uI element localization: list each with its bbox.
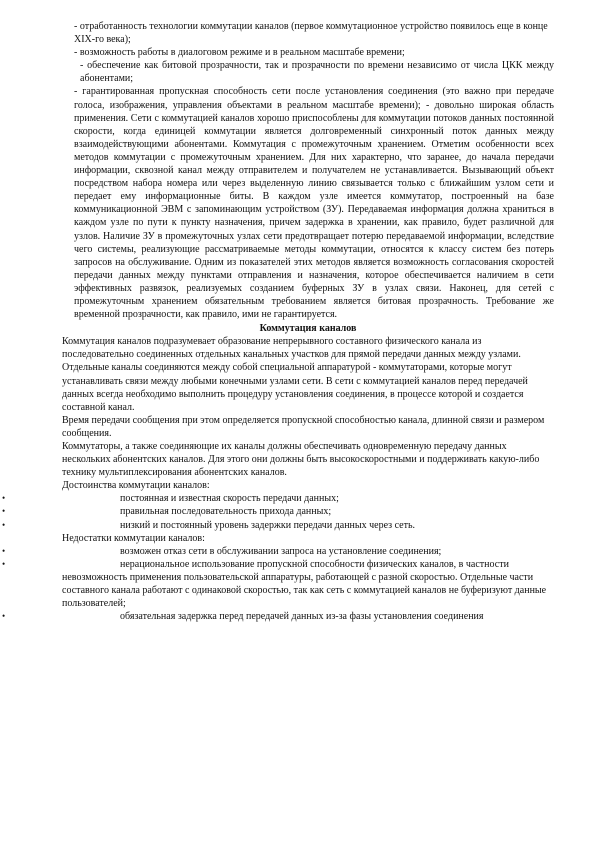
advantage-item (2, 505, 554, 518)
advantage-text: постоянная и известная скорость передачи данных; (120, 493, 339, 505)
disadvantages-title: Недостатки коммутации каналов: (62, 532, 205, 544)
advantage-text: правильная последовательность прихода данных; (120, 506, 332, 518)
disadvantage-text: возможен отказ сети в обслуживании запроса на установление соединения; (120, 545, 442, 557)
body-paragraph-2: Время передачи сообщения при этом определяется пропускной способностью канала, длинной связи и размером сообщения. (62, 414, 545, 439)
disadvantage-item (2, 545, 554, 558)
section-heading: Коммутация каналов (259, 323, 357, 335)
disadvantage-item (2, 558, 554, 610)
bullet-icon: • (2, 545, 6, 556)
bullet-icon: • (2, 493, 6, 504)
intro-item-4: - гарантированная пропускная способность сети после установления соединения (это важно при передаче голоса, изображения, управления объектами в реальном масштабе времени); - довольно широкая область применения. Сети с коммутацией каналов хорошо приспособлены для коммутации потоков данных постоянной скорости, когда единицей коммутации является долговременный синхронный поток данных между взаимодействующими абонентами. Коммутация с промежуточным хранением. Отметим особенности всех методов коммутации с промежуточным хранением. Для них характерно, что заранее, до начала передачи информации, сквозной канал между отправителем и получателем не устанавливается. Вызывающий объект посредством набора номера или через выделенную линию связывается только с ближайшим узлом сети и передает ему информационные биты. В каждом узле имеется коммутатор, построенный на базе коммуникационной ЭВМ с запоминающим устройством (ЗУ). Передаваемая информация должна храниться в каждом узле по пути к пункту назначения, причем задержка в хранении, как правило, будет различной для узлов. Наличие ЗУ в промежуточных узлах сети предотвращает потерю передаваемой информации, вследствие чего системы, реализующие рассматриваемые методы коммутации, относятся к классу систем без потерь запросов на обслуживание. Одним из показателей этих методов является возможность согласования скоростей передачи данных между пунктами отправления и назначения, которое обеспечивается наличием в сети эффективных развязок, реализуемых созданием буферных ЗУ в узлах связи. Наконец, для сетей с промежуточным хранением обязательным требованием является битовая прозрачность. Требование же временной прозрачности, как правило, ими не гарантируется. (74, 86, 554, 321)
bullet-icon: • (2, 506, 6, 517)
body-paragraph-3: Коммутаторы, а также соединяющие их каналы должны обеспечивать одновременную передачу данных нескольких абонентских каналов. Для этого они должны быть высокоскоростными и поддерживать какую-либо технику мультиплексирования абонентских каналов. (62, 441, 540, 479)
bullet-icon: • (2, 558, 6, 569)
advantage-item (2, 519, 554, 532)
advantage-text: низкий и постоянный уровень задержки передачи данных через сеть. (120, 519, 416, 531)
bullet-icon: • (2, 611, 6, 622)
bullet-icon: • (2, 519, 6, 530)
body-paragraph-1: Коммутация каналов подразумевает образование непрерывного составного физического канала из последовательно соединенных отдельных канальных участков для прямой передачи данных между узлами. Отдельные каналы соединяются между собой специальной аппаратурой - коммутаторами, которые могут устанавливать связи между любыми конечными узлами сети. В сети с коммутацией каналов перед передачей данных всегда необходимо выполнить процедуру установления соединения, в процессе которой и создается составной канал. (62, 336, 528, 413)
advantages-title: Достоинства коммутации каналов: (62, 480, 210, 492)
intro-item-3: - обеспечение как битовой прозрачности, так и прозрачности по времени независимо от числа ЦКК между абонентами; (80, 60, 554, 85)
intro-item-2: - возможность работы в диалоговом режиме и в реальном масштабе времени; (74, 47, 405, 59)
intro-item-1: - отработанность технологии коммутации каналов (первое коммутационное устройство появилось еще в конце XIX-го века); (74, 21, 548, 46)
disadvantage-text: нерациональное использование пропускной способности физических каналов, в частности невозможность применения пользовательской аппаратуры, работающей с разной скоростью. Отдельные части составного канала работают с одинаковой скоростью, так как сеть с коммутацией каналов не буферизуют данные пользователей; (62, 558, 547, 610)
disadvantage-text: обязательная задержка перед передачей данных из-за фазы установления соединения (120, 611, 484, 623)
document-page (2, 20, 554, 623)
advantage-item (2, 492, 554, 505)
disadvantage-item (2, 610, 554, 623)
